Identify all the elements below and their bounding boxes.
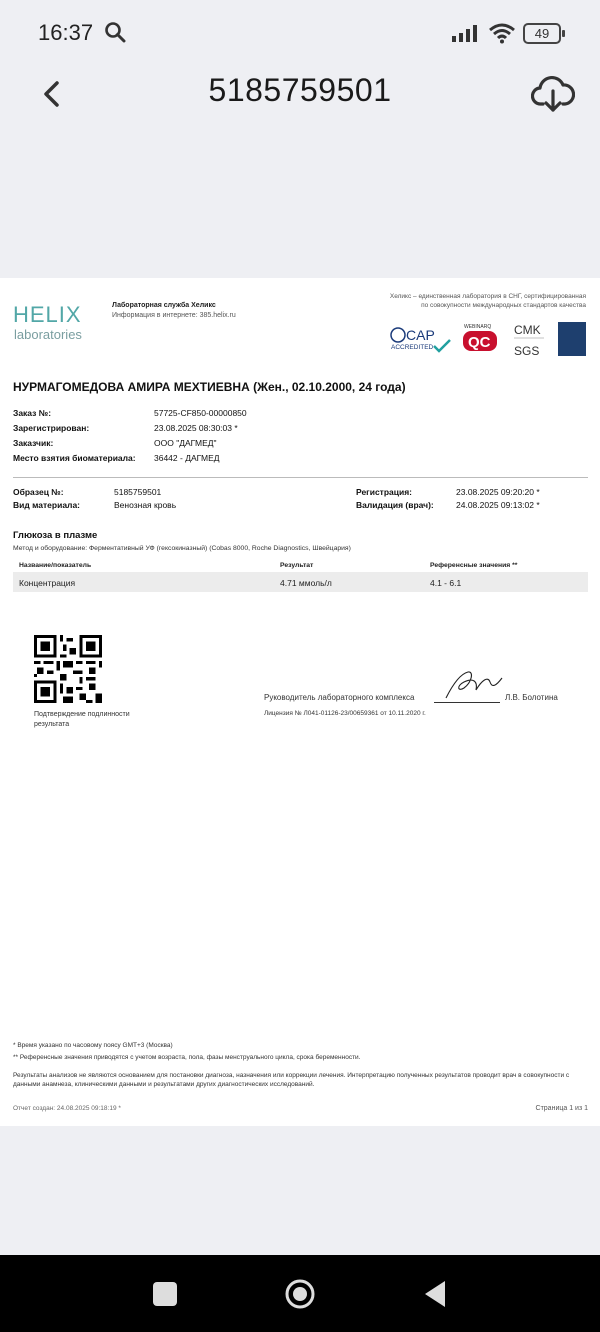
svg-text:CAP: CAP [406, 327, 435, 343]
signature-line [434, 702, 500, 703]
test-method: Метод и оборудование: Ферментативный УФ (гексокиназный) (Cobas 8000, Roche Diagnostics, Швейцария) [13, 545, 351, 552]
sgs-logo [512, 322, 546, 358]
page-title: 5185759501 [208, 72, 392, 108]
lab-info: Информация в интернете: 385.helix.ru [112, 312, 236, 319]
battery-indicator: 49 [523, 23, 561, 44]
cap-accredited-logo [390, 324, 454, 354]
status-bar [0, 0, 600, 64]
col-header-reference: Референсные значения ** [430, 562, 518, 569]
lab-service-name: Лабораторная служба Хеликс [112, 302, 216, 309]
customer-value: ООО "ДАГМЕД" [154, 438, 217, 448]
registration-value: 23.08.2025 09:20:20 * [456, 487, 540, 497]
page-number: Страница 1 из 1 [535, 1105, 588, 1112]
validation-value: 24.08.2025 09:13:02 * [456, 500, 540, 510]
material-value: Венозная кровь [114, 500, 177, 510]
material-label: Вид материала: [13, 500, 81, 510]
order-label: Заказ №: [13, 408, 52, 418]
svg-text:SGS: SGS [514, 344, 540, 358]
collection-site-label: Место взятия биоматериала: [13, 453, 136, 463]
svg-text:ACCREDITED: ACCREDITED [391, 344, 434, 351]
lab-report-document [0, 278, 600, 1126]
wifi-icon [488, 22, 516, 44]
footnote-time: * Время указано по часовому поясу GMT+3 (Москва) [13, 1042, 173, 1049]
qc-logo [462, 322, 498, 352]
test-title: Глюкоза в плазме [13, 530, 98, 541]
col-header-result: Результат [280, 562, 314, 569]
head-name: Л.В. Болотина [505, 693, 558, 702]
sample-value: 5185759501 [114, 487, 162, 497]
status-time: 16:37 [38, 20, 94, 45]
divider [13, 477, 588, 478]
svg-text:CMK: CMK [514, 323, 541, 337]
qr-caption: Подтверждение подлинности результата [34, 711, 130, 728]
footnote-reference: ** Референсные значения приводятся с учетом возраста, пола, фазы менструального цикла, срока беременности. [13, 1054, 361, 1061]
svg-text:WEBINARQ: WEBINARQ [464, 324, 492, 330]
disclaimer: Результаты анализов не являются основанием для постановки диагноза, назначения или коррекции лечения. Интерпретацию полученных результатов проводит врач в совокупности с данными анамнеза, клиническими данными и результатами других диагностических исследований. [13, 1072, 570, 1088]
cell-result: 4.71 ммоль/л [280, 578, 332, 588]
head-role: Руководитель лабораторного комплекса [264, 693, 415, 702]
customer-label: Заказчик: [13, 438, 54, 448]
search-icon [104, 21, 126, 43]
home-icon[interactable] [283, 1277, 317, 1311]
recents-icon[interactable] [148, 1277, 182, 1311]
qr-code[interactable] [34, 635, 102, 703]
svg-text:QC: QC [468, 334, 491, 351]
signature-image [438, 668, 506, 702]
signal-icon [452, 24, 482, 42]
cell-name: Концентрация [19, 578, 76, 588]
cloud-download-icon[interactable] [531, 74, 575, 114]
license-number: Лицензия № Л041-01126-23/00659361 от 10.11.2020 г. [264, 710, 426, 717]
back-icon[interactable] [419, 1277, 453, 1311]
quality-claim: Хеликс – единственная лаборатория в СНГ, сертифицированная по совокупности международных стандартов качества [389, 293, 586, 309]
registration-label: Регистрация: [356, 487, 413, 497]
order-value: 57725-CF850-00000850 [154, 408, 247, 418]
helix-logo: HELIX [13, 302, 82, 327]
col-header-name: Название/показатель [19, 562, 92, 569]
cell-reference: 4.1 - 6.1 [430, 578, 462, 588]
table-row [13, 572, 588, 592]
helix-logo-subtitle: laboratories [14, 327, 82, 342]
certificate-badge [558, 322, 586, 356]
validation-label: Валидация (врач): [356, 500, 434, 510]
registered-value: 23.08.2025 08:30:03 * [154, 423, 238, 433]
report-created: Отчет создан: 24.08.2025 09:18:19 * [13, 1105, 121, 1112]
app-bar [0, 64, 600, 124]
sample-label: Образец №: [13, 487, 64, 497]
patient-name: НУРМАГОМЕДОВА АМИРА МЕХТИЕВНА (Жен., 02.10.2000, 24 года) [13, 380, 406, 394]
collection-site-value: 36442 - ДАГМЕД [154, 453, 220, 463]
registered-label: Зарегистрирован: [13, 423, 90, 433]
system-nav-bar [0, 1255, 600, 1332]
